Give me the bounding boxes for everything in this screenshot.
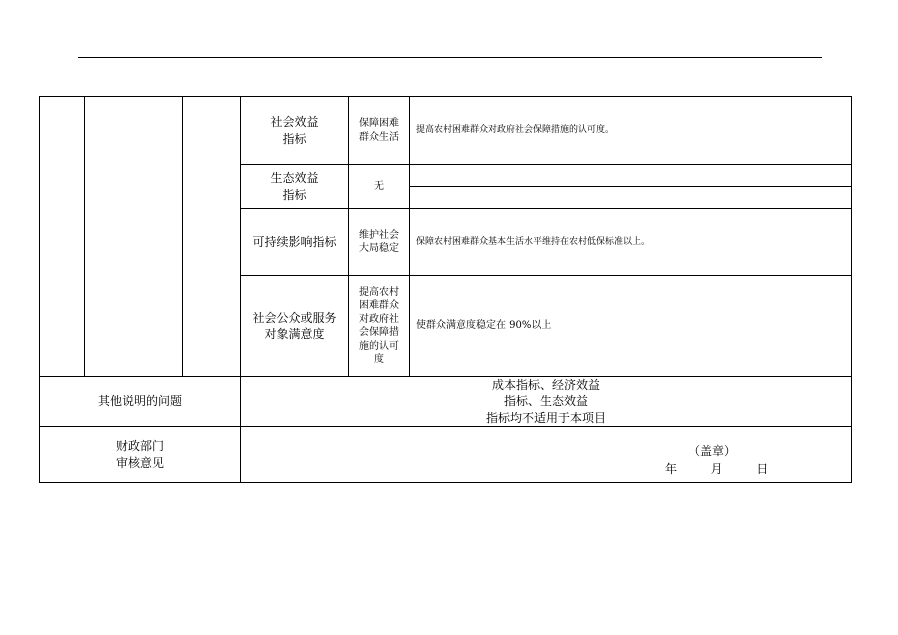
date-month: 月 (710, 462, 723, 476)
row-finance-review (40, 427, 852, 483)
sustainable-impact-description: 保障农村困难群众基本生活水平维持在农村低保标准以上。 (410, 209, 852, 276)
signature-date (665, 461, 768, 477)
other-issues-note: 成本指标、经济效益 指标、生态效益 指标均不适用于本项目 (241, 377, 852, 427)
satisfaction-description: 使群众满意度稳定在 90%以上 (410, 276, 852, 377)
date-day: 日 (756, 462, 769, 476)
sustainable-impact-label: 可持续影响指标 (241, 209, 349, 276)
satisfaction-label: 社会公众或服务 对象满意度 (241, 276, 349, 377)
eco-benefit-value: 无 (349, 165, 410, 209)
sustainable-impact-value: 维护社会 大局稳定 (349, 209, 410, 276)
social-benefit-description: 提高农村困难群众对政府社会保障措施的认可度。 (410, 97, 852, 165)
eco-benefit-description-top (410, 165, 852, 187)
performance-table (39, 96, 852, 483)
finance-review-opinion (241, 427, 852, 483)
satisfaction-value: 提高农村 困难群众 对政府社 会保障措 施的认可 度 (349, 276, 410, 377)
eco-benefit-label: 生态效益 指标 (241, 165, 349, 209)
blank-col-2 (85, 97, 183, 377)
other-issues-label: 其他说明的问题 (40, 377, 241, 427)
date-year: 年 (665, 462, 678, 476)
social-benefit-label: 社会效益 指标 (241, 97, 349, 165)
eco-benefit-description-bottom (410, 187, 852, 209)
social-benefit-value: 保障困难 群众生活 (349, 97, 410, 165)
header-rule (78, 57, 822, 58)
finance-review-label: 财政部门 审核意见 (40, 427, 241, 483)
row-social-benefit (40, 97, 852, 165)
blank-col-3 (183, 97, 241, 377)
seal-placeholder: （盖章） (688, 444, 737, 458)
blank-col-1 (40, 97, 85, 377)
row-other-issues (40, 377, 852, 427)
